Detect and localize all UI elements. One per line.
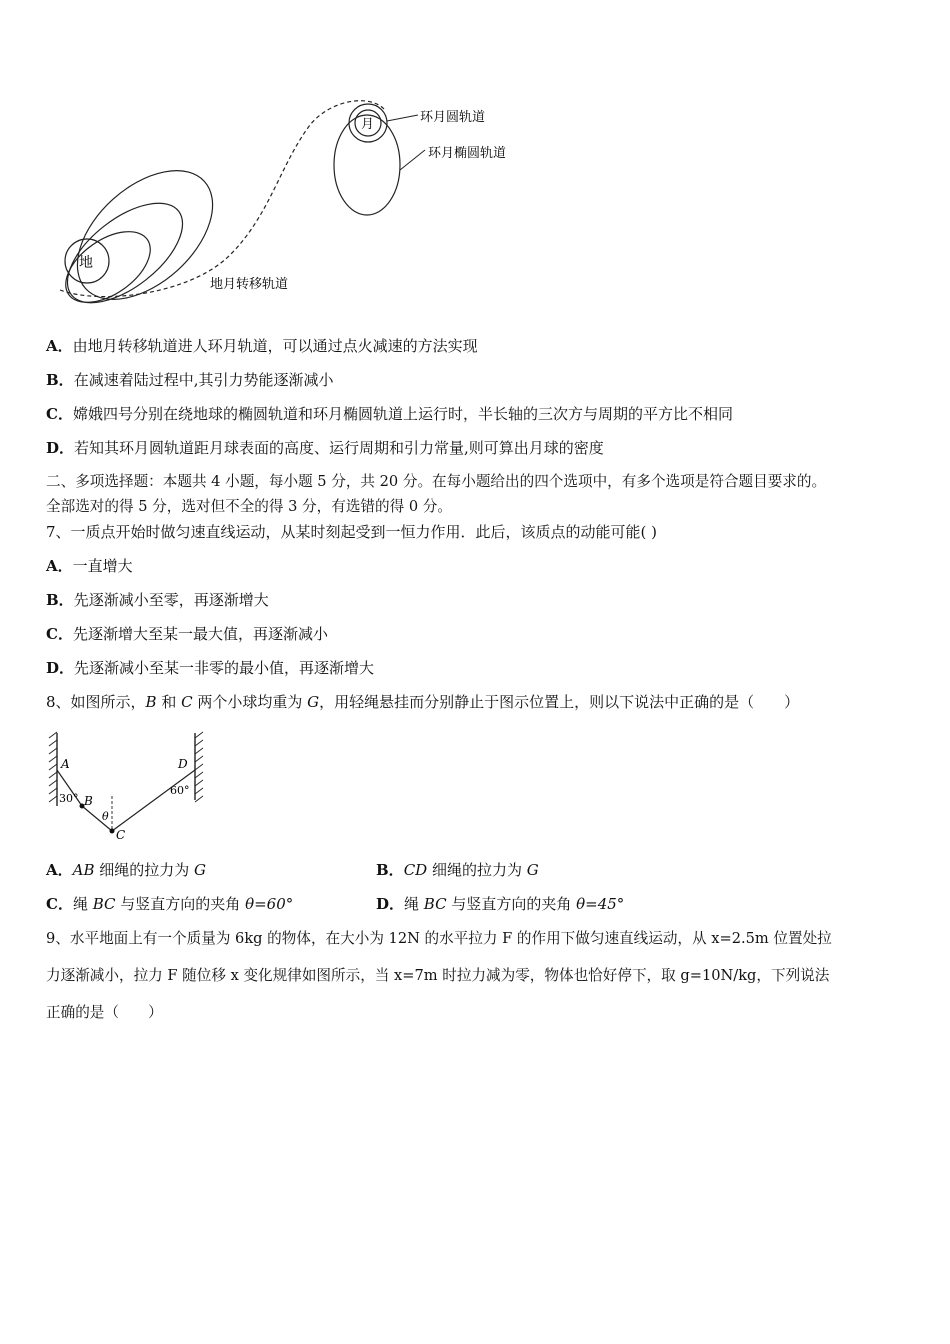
q9-line3: 正确的是（ ）: [46, 1004, 163, 1021]
earth-label: 地: [79, 255, 93, 271]
option-text: 细绳的拉力为: [427, 861, 527, 879]
elliptical-orbit-pointer: [400, 150, 425, 170]
option-text: 先逐渐减小至零，再逐渐增大: [73, 591, 269, 609]
option-symbol: CD: [403, 861, 428, 879]
option-symbol: BC: [92, 895, 116, 913]
lunar-elliptical-orbit-label: 环月椭圆轨道: [428, 146, 507, 161]
option-text: 绳: [404, 895, 424, 913]
section2-line2: 全部选对的得 5 分，选对但不全的得 3 分，有选错的得 0 分。: [46, 498, 452, 515]
ball-b-symbol: B: [145, 693, 157, 711]
option-letter: B．: [46, 371, 74, 389]
section2-line1: 二、多项选择题：本题共 4 小题，每小题 5 分，共 20 分。在每小题给出的四个选项中，有多个选项是符合题目要求的。: [46, 473, 827, 490]
option-letter: B．: [376, 861, 404, 879]
weight-g-symbol: G: [307, 693, 320, 711]
point-c-label: C: [116, 828, 126, 842]
angle-30-label: 30°: [59, 792, 79, 805]
stem-part: ，用轻绳悬挂而分别静止于图示位置上，则以下说法中正确的是（ ）: [319, 693, 800, 711]
lunar-circular-orbit-label: 环月圆轨道: [420, 110, 486, 125]
option-letter: D．: [46, 439, 75, 457]
earth-inner-orbit: [53, 217, 163, 310]
option-text: 先逐渐减小至某一非零的最小值，再逐渐增大: [74, 659, 375, 677]
point-d-label: D: [178, 757, 188, 771]
theta-label: θ: [102, 810, 109, 823]
left-wall-hatch: [49, 732, 57, 802]
ball-c: [110, 829, 115, 834]
transfer-orbit-label: 地月转移轨道: [210, 277, 289, 292]
moon-label: 月: [361, 117, 375, 132]
option-letter: C．: [46, 625, 73, 643]
stem-part: 和: [156, 693, 182, 711]
right-wall-hatch: [195, 732, 203, 802]
q7-option-d: [46, 658, 374, 678]
stem-part: 两个小球均重为: [192, 693, 308, 711]
q7-option-c: [46, 624, 328, 644]
option-text: 一直增大: [72, 557, 133, 575]
q6-option-c: [46, 404, 733, 424]
q9-line2: 力逐渐减小，拉力 F 随位移 x 变化规律如图所示，当 x=7m 时拉力减为零，物体也恰好停下，取 g=10N/kg，下列说法: [46, 967, 830, 984]
option-text: 与竖直方向的夹角: [115, 895, 246, 913]
option-text: 细绳的拉力为: [94, 861, 195, 879]
option-text: 嫦娥四号分别在绕地球的椭圆轨道和环月椭圆轨道上运行时，半长轴的三次方与周期的平方比不相同: [72, 405, 733, 423]
stem-part: 8、如图所示，: [46, 693, 146, 711]
angle-60-label: 60°: [170, 784, 190, 797]
q8-stem: [46, 692, 799, 712]
option-text: 在减速着陆过程中,其引力势能逐渐减小: [73, 371, 334, 389]
orbit-figure: [40, 95, 540, 310]
q6-option-d: [46, 438, 604, 458]
option-letter: D．: [46, 659, 75, 677]
option-text: 绳: [72, 895, 93, 913]
transfer-orbit-path: [60, 101, 385, 297]
q6-option-b: [46, 370, 333, 390]
option-letter: A．: [46, 861, 73, 879]
option-symbol: AB: [72, 861, 95, 879]
option-value: G: [526, 861, 539, 879]
option-value: θ=60°: [245, 895, 294, 913]
point-a-label: A: [61, 757, 70, 771]
option-value: G: [194, 861, 207, 879]
q8-option-d: [376, 894, 624, 914]
option-text: 先逐渐增大至某一最大值，再逐渐减小: [72, 625, 328, 643]
option-text: 若知其环月圆轨道距月球表面的高度、运行周期和引力常量,则可算出月球的密度: [74, 439, 604, 457]
earth-middle-orbit: [50, 184, 199, 310]
ball-c-symbol: C: [181, 693, 193, 711]
option-text: 由地月转移轨道进人环月轨道，可以通过点火减速的方法实现: [72, 337, 478, 355]
q6-option-a: [46, 336, 478, 356]
point-b-label: B: [84, 794, 93, 808]
option-letter: B．: [46, 591, 74, 609]
rope-cd: [112, 770, 195, 831]
q7-option-a: [46, 556, 133, 576]
option-value: θ=45°: [576, 895, 625, 913]
q7-stem: 7、一质点开始时做匀速直线运动，从某时刻起受到一恒力作用．此后，该质点的动能可能( ): [46, 523, 658, 541]
option-text: 与竖直方向的夹角: [446, 895, 577, 913]
option-letter: C．: [46, 405, 73, 423]
option-letter: D．: [376, 895, 405, 913]
q8-option-b: [376, 860, 539, 880]
option-letter: C．: [46, 895, 73, 913]
option-letter: A．: [46, 557, 73, 575]
q8-option-a: [46, 860, 206, 880]
option-symbol: BC: [423, 895, 447, 913]
option-letter: A．: [46, 337, 73, 355]
q8-option-c: [46, 894, 293, 914]
q7-option-b: [46, 590, 269, 610]
q9-line1: 9、水平地面上有一个质量为 6kg 的物体，在大小为 12N 的水平拉力 F 的作用下做匀速直线运动，从 x=2.5m 位置处拉: [46, 930, 832, 947]
rope-figure: [45, 728, 215, 843]
circular-orbit-pointer: [387, 115, 418, 121]
